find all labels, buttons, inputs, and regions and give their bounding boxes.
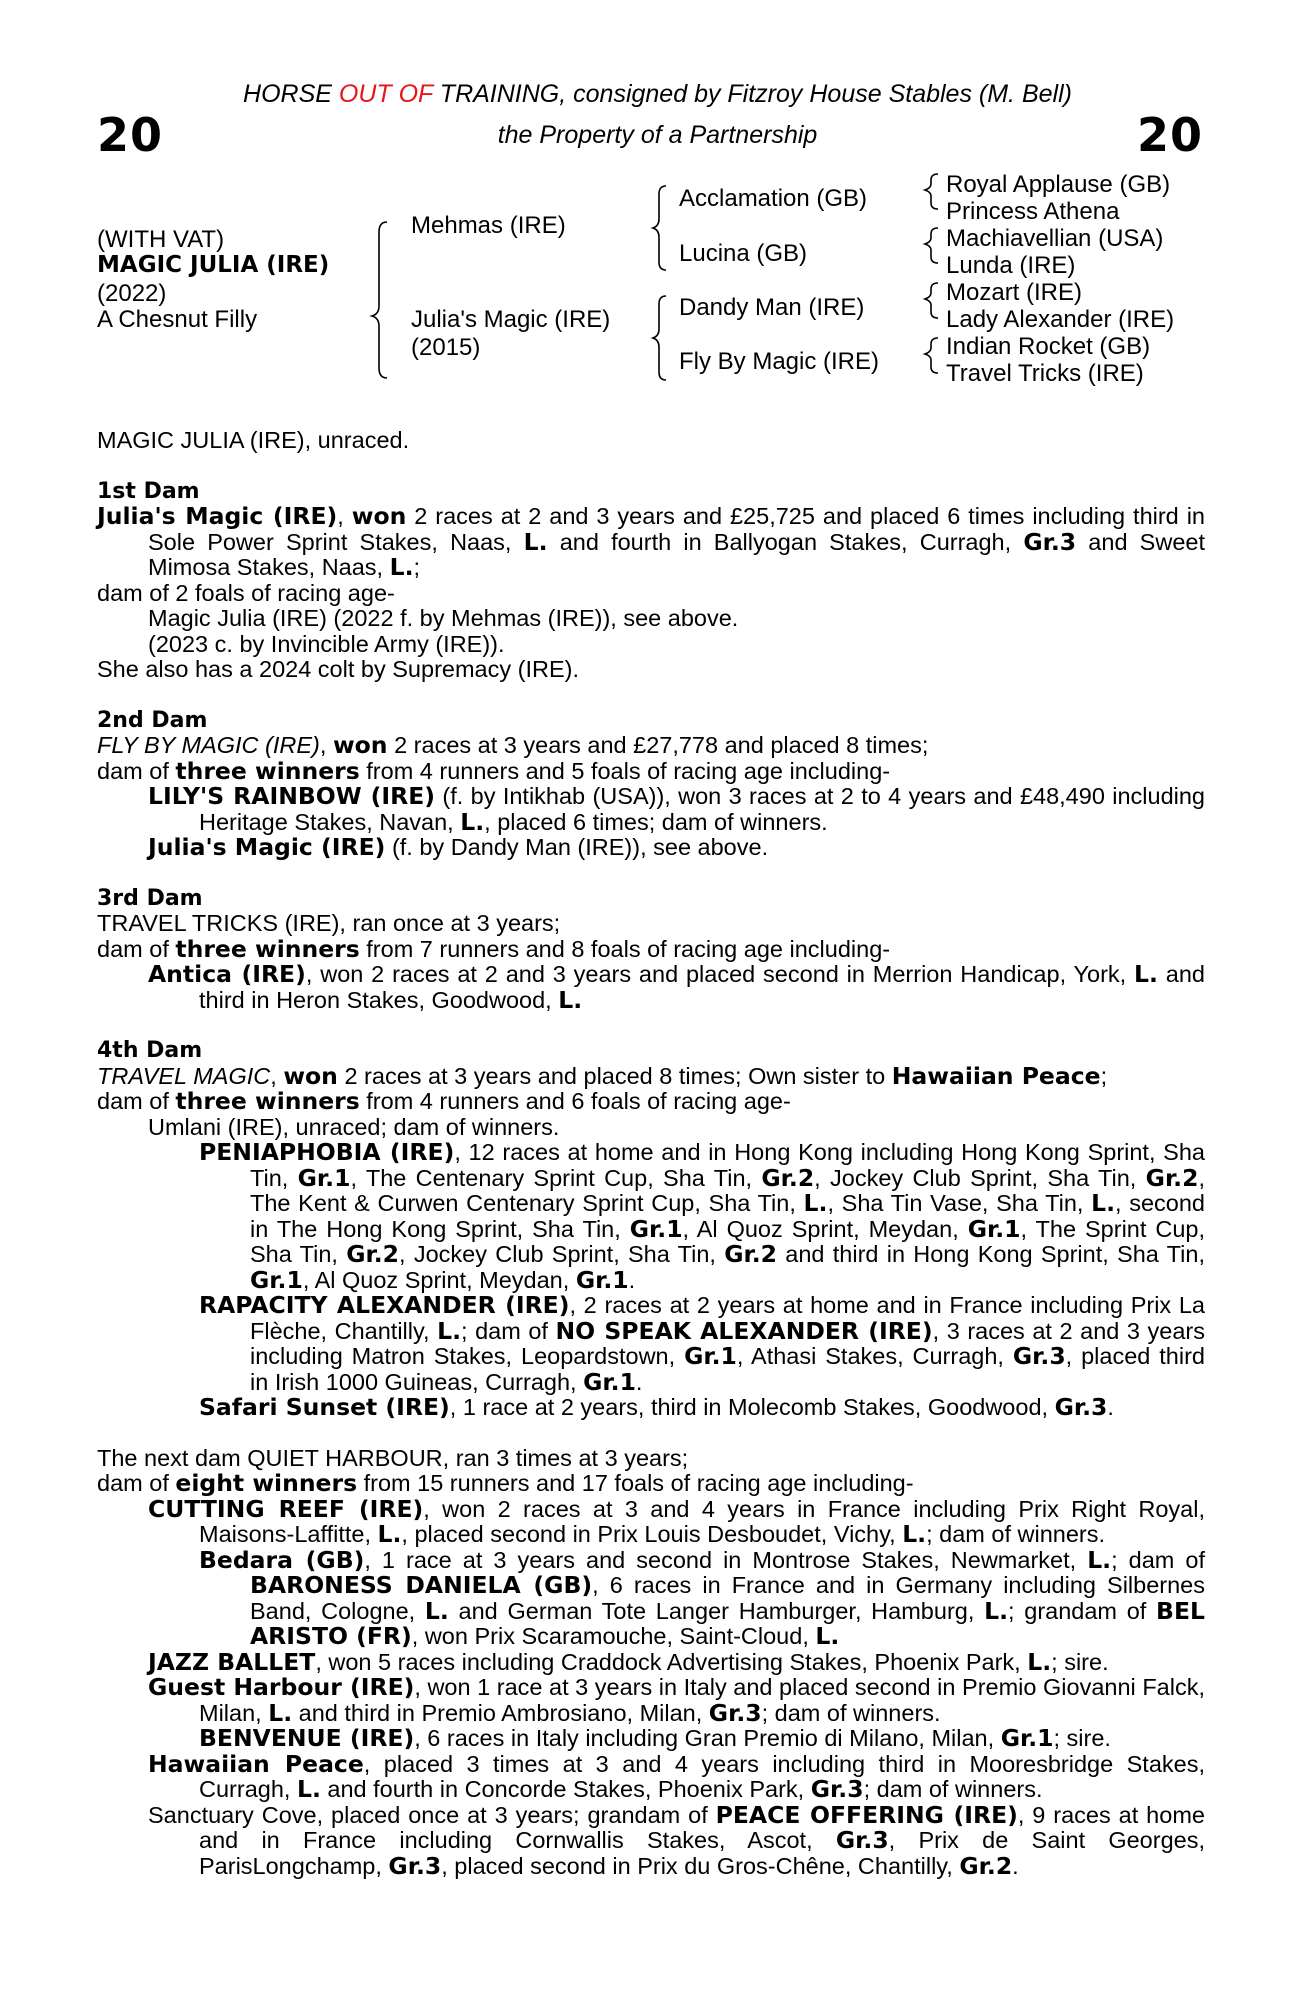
intro-section <box>97 428 1205 454</box>
foals-line: dam of three winners from 4 runners and 5 foals of racing age including- <box>97 756 891 785</box>
first-dam-section <box>97 479 1205 683</box>
g3-ancestor: Machiavellian (USA) <box>946 225 1164 252</box>
dam-dam: Fly By Magic (IRE) <box>679 348 880 375</box>
section-title: 2nd Dam <box>97 707 208 733</box>
produce-entry: Safari Sunset (IRE), 1 race at 2 years, third in Molecomb Stakes, Goodwood, Gr.3. <box>199 1393 1114 1421</box>
produce-entry: CUTTING REEF (IRE), won 2 races at 3 and 4 years in France including Prix Right Royal, Maisons-Laffitte, L., placed second in Prix Louis Desboudet, Vichy, L.; dam of winners. <box>148 1494 1205 1548</box>
horse-description: A Chesnut Filly <box>97 306 258 333</box>
produce-entry: Hawaiian Peace, placed 3 times at 3 and 4 years including third in Mooresbridge Stakes, Curragh, L. and fourth in Concorde Stakes, Phoenix Park, Gr.3; dam of winners. <box>148 1749 1205 1803</box>
g3-ancestor: Mozart (IRE) <box>946 279 1083 306</box>
sire: Mehmas (IRE) <box>411 212 566 239</box>
dam-entry: Julia's Magic (IRE), won 2 races at 2 and 3 years and £25,725 and placed 6 times including third in Sole Power Sprint Stakes, Naas, L. and fourth in Ballyogan Stakes, Curragh, Gr.3 and Sweet Mimosa Stakes, Naas, L.; <box>97 502 1205 581</box>
sire-sire: Acclamation (GB) <box>679 185 868 212</box>
foal-entry: Magic Julia (IRE) (2022 f. by Mehmas (IRE)), see above. <box>148 605 739 631</box>
g3-ancestor: Princess Athena <box>946 198 1120 225</box>
lot-number-left: 20 <box>97 108 164 162</box>
dam-entry: FLY BY MAGIC (IRE), won 2 races at 3 years and £27,778 and placed 8 times; <box>97 731 929 759</box>
foals-line: dam of 2 foals of racing age- <box>97 579 395 606</box>
section-title: 4th Dam <box>97 1038 203 1063</box>
g3-ancestor: Lunda (IRE) <box>946 252 1076 279</box>
g3-ancestor: Lady Alexander (IRE) <box>946 306 1175 333</box>
dam-entry: The next dam QUIET HARBOUR, ran 3 times at 3 years; <box>97 1444 689 1471</box>
produce-entry: Antica (IRE), won 2 races at 2 and 3 years and placed second in Merrion Handicap, York, L. and third in Heron Stakes, Goodwood, L. <box>148 960 1205 1014</box>
dam-sire: Dandy Man (IRE) <box>679 294 865 321</box>
fourth-dam-section <box>97 1038 1205 1421</box>
horse-name: MAGIC JULIA (IRE) <box>97 252 330 278</box>
consignment-line: HORSE OUT OF TRAINING, consigned by Fitzroy House Stables (M. Bell) <box>243 80 1072 108</box>
produce-entry: Umlani (IRE), unraced; dam of winners. <box>148 1113 560 1140</box>
property-line: the Property of a Partnership <box>497 121 818 149</box>
foals-line: dam of three winners from 7 runners and 8 foals of racing age including- <box>97 934 891 963</box>
produce-entry: PENIAPHOBIA (IRE), 12 races at home and in Hong Kong including Hong Kong Sprint, Sha Tin, Gr.1, The Centenary Sprint Cup, Sha Tin, Gr.2, Jockey Club Sprint, Sha Tin, Gr.2, The Kent & Curwen Centenary Sprint Cup, Sha Tin, L., Sha Tin Vase, Sha Tin, L., second in The Hong Kong Sprint, Sha Tin, Gr.1, Al Quoz Sprint, Meydan, Gr.1, The Sprint Cup, Sha Tin, Gr.2, Jockey Club Sprint, Sha Tin, Gr.2 and third in Hong Kong Sprint, Sha Tin, Gr.1, Al Quoz Sprint, Meydan, Gr.1. <box>199 1138 1205 1294</box>
next-dam-section <box>97 1446 1205 1880</box>
produce-entry: RAPACITY ALEXANDER (IRE), 2 races at 2 years at home and in France including Prix La Flèche, Chantilly, L.; dam of NO SPEAK ALEXANDER (IRE), 3 races at 2 and 3 years including Matron Stakes, Leopardstown, Gr.1, Athasi Stakes, Curragh, Gr.3, placed third in Irish 1000 Guineas, Curragh, Gr.1. <box>199 1291 1205 1396</box>
dam: Julia's Magic (IRE) <box>411 306 611 333</box>
intro-line: MAGIC JULIA (IRE), unraced. <box>97 427 410 453</box>
second-dam-section <box>97 708 1205 861</box>
g3-ancestor: Indian Rocket (GB) <box>946 333 1151 360</box>
produce-entry: Guest Harbour (IRE), won 1 race at 3 years in Italy and placed second in Premio Giovanni Falck, Milan, L. and third in Premio Ambrosiano, Milan, Gr.3; dam of winners. <box>148 1673 1205 1727</box>
foals-line: dam of eight winners from 15 runners and 17 foals of racing age including- <box>97 1469 914 1497</box>
out-of-training-highlight: OUT OF <box>338 80 433 108</box>
produce-entry: Julia's Magic (IRE) (f. by Dandy Man (IRE)), see above. <box>148 833 769 861</box>
dam-entry: TRAVEL TRICKS (IRE), ran once at 3 years; <box>97 910 561 936</box>
foals-line: dam of three winners from 4 runners and 6 foals of racing age- <box>97 1087 791 1115</box>
dam-year: (2015) <box>411 334 481 361</box>
sire-dam: Lucina (GB) <box>679 240 808 267</box>
produce-entry: BENVENUE (IRE), 6 races in Italy including Gran Premio di Milano, Milan, Gr.1; sire. <box>199 1724 1111 1752</box>
catalogue-body <box>97 428 1205 1904</box>
third-dam-section <box>97 886 1205 1014</box>
produce-entry: Bedara (GB), 1 race at 3 years and second in Montrose Stakes, Newmarket, L.; dam of BARONESS DANIELA (GB), 6 races in France and in Germany including Silbernes Band, Cologne, L. and German Tote Langer Hamburger, Hamburg, L.; grandam of BEL ARISTO (FR), won Prix Scaramouche, Saint-Cloud, L. <box>199 1545 1206 1650</box>
lot-number-right: 20 <box>1136 108 1203 162</box>
produce-entry: Sanctuary Cove, placed once at 3 years; grandam of PEACE OFFERING (IRE), 9 races at home and in France including Cornwallis Stakes, Ascot, Gr.3, Prix de Saint Georges, ParisLongchamp, Gr.3, placed second in Prix du Gros-Chêne, Chantilly, Gr.2. <box>148 1800 1205 1880</box>
foal-entry: (2023 c. by Invincible Army (IRE)). <box>148 630 505 657</box>
produce-entry: LILY'S RAINBOW (IRE) (f. by Intikhab (USA)), won 3 races at 2 to 4 years and £48,490 including Heritage Stakes, Navan, L., placed 6 times; dam of winners. <box>148 782 1205 836</box>
g3-ancestor: Travel Tricks (IRE) <box>946 360 1144 387</box>
g3-ancestor: Royal Applause (GB) <box>946 171 1171 198</box>
dam-entry: TRAVEL MAGIC, won 2 races at 3 years and placed 8 times; Own sister to Hawaiian Peace; <box>97 1061 1108 1090</box>
vat-note: (WITH VAT) <box>97 226 225 253</box>
section-title: 1st Dam <box>97 478 200 504</box>
produce-entry: JAZZ BALLET, won 5 races including Craddock Advertising Stakes, Phoenix Park, L.; sire. <box>148 1647 1109 1676</box>
extra-line: She also has a 2024 colt by Supremacy (IRE). <box>97 656 579 682</box>
horse-year: (2022) <box>97 280 167 307</box>
section-title: 3rd Dam <box>97 885 203 911</box>
